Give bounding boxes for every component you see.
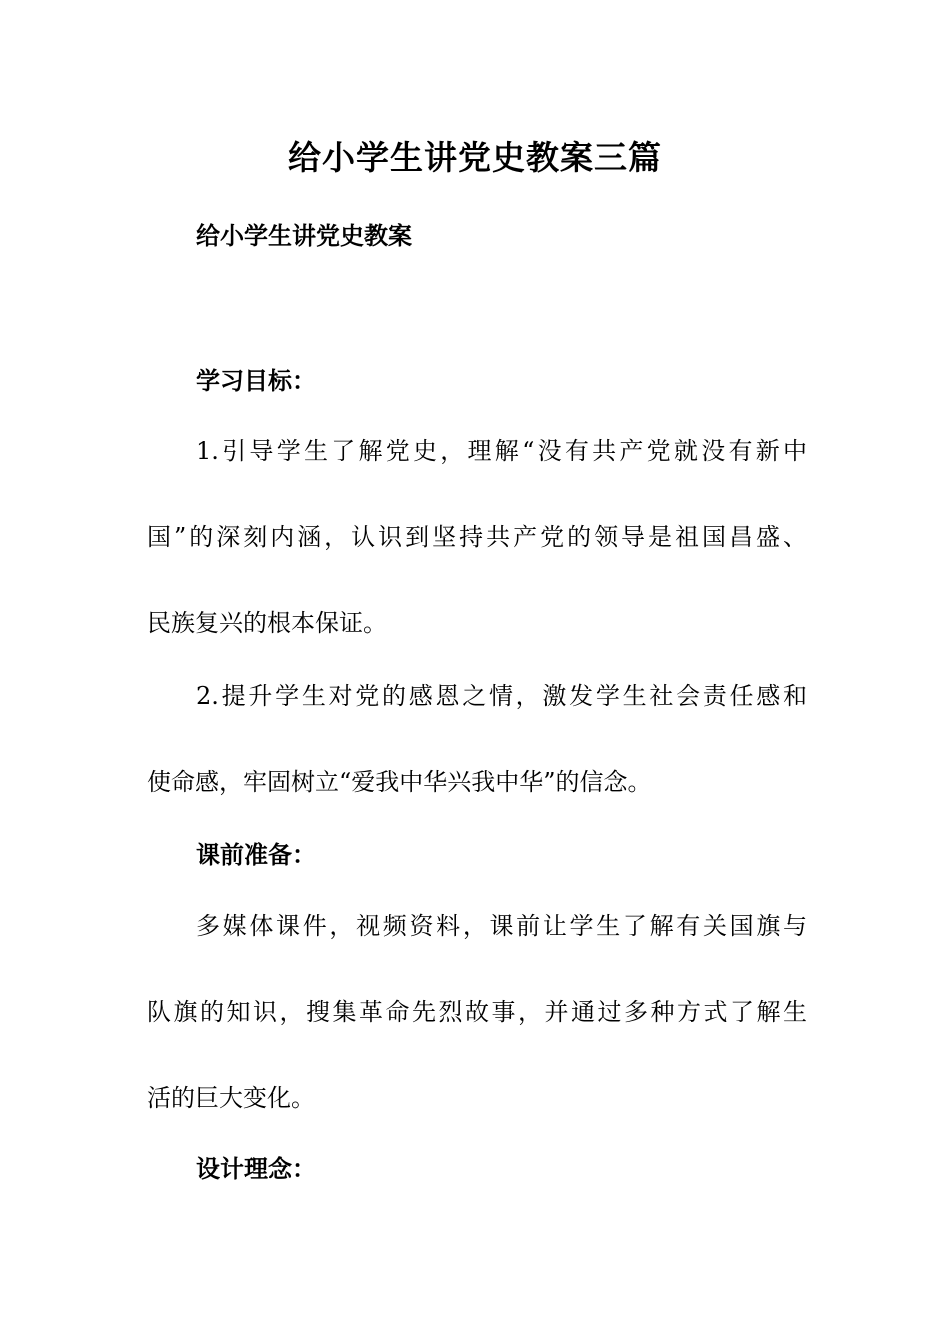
section-heading-design: 设计理念： <box>196 1155 316 1183</box>
paragraph-line: 国”的深刻内涵，认识到坚持共产党的领导是祖国昌盛、 <box>147 523 807 551</box>
paragraph-line: 使命感，牢固树立“爱我中华兴我中华”的信念。 <box>147 768 652 796</box>
section-heading-goals: 学习目标： <box>196 367 316 395</box>
document-subtitle: 给小学生讲党史教案 <box>196 222 412 250</box>
paragraph-line: 队旗的知识，搜集革命先烈故事，并通过多种方式了解生 <box>147 998 807 1026</box>
section-heading-prep: 课前准备： <box>196 841 316 869</box>
paragraph-line: 民族复兴的根本保证。 <box>147 609 387 637</box>
document-title: 给小学生讲党史教案三篇 <box>288 138 662 177</box>
paragraph-line: 1.引导学生了解党史，理解“没有共产党就没有新中 <box>196 437 807 465</box>
paragraph-line: 2.提升学生对党的感恩之情，激发学生社会责任感和 <box>196 682 807 710</box>
paragraph-line: 活的巨大变化。 <box>147 1084 315 1112</box>
paragraph-line: 多媒体课件，视频资料，课前让学生了解有关国旗与 <box>196 912 807 940</box>
